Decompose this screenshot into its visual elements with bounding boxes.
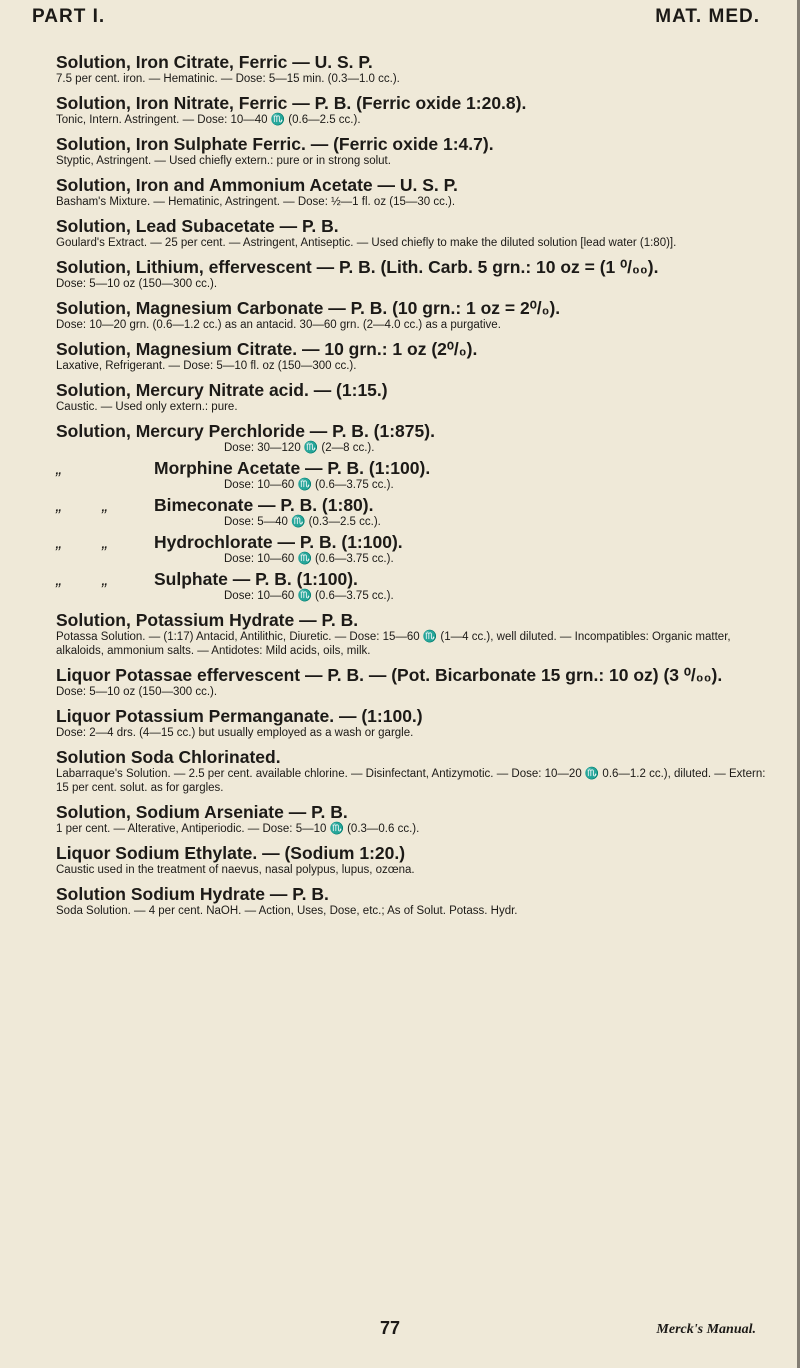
- entry-description: Dose: 10—60 ♏ (0.6—3.75 cc.).: [224, 479, 394, 491]
- sub-entry: [56, 569, 776, 603]
- entry-description: Caustic used in the treatment of naevus, nasal polypus, lupus, ozœna.: [56, 864, 415, 876]
- entry-description: Dose: 2—4 drs. (4—15 cc.) but usually employed as a wash or gargle.: [56, 727, 414, 739]
- entry-description: 7.5 per cent. iron. — Hematinic. — Dose: 5—15 min. (0.3—1.0 cc.).: [56, 73, 400, 85]
- running-header-left: PART I.: [32, 6, 106, 27]
- entry-title: Solution, Iron and Ammonium Acetate — U. S. P.: [56, 175, 458, 195]
- entry-description: Dose: 30—120 ♏ (2—8 cc.).: [224, 442, 375, 454]
- entry-title: Bimeconate — P. B. (1:80).: [154, 495, 374, 515]
- entry: [56, 610, 776, 658]
- entries-list: [56, 52, 776, 925]
- entry: [56, 339, 776, 373]
- entry-title: Liquor Potassium Permanganate. — (1:100.): [56, 706, 423, 726]
- ditto-mark: „: [56, 532, 62, 552]
- entry-title: Solution, Lithium, effervescent — P. B. (Lith. Carb. 5 grn.: 10 oz = (1 ⁰/₀₀).: [56, 257, 659, 277]
- entry-title: Solution, Magnesium Carbonate — P. B. (10 grn.: 1 oz = 2⁰/₀).: [56, 298, 561, 318]
- ditto-mark: „: [102, 569, 108, 589]
- entry-description: Dose: 5—40 ♏ (0.3—2.5 cc.).: [224, 516, 381, 528]
- entry-title: Morphine Acetate — P. B. (1:100).: [154, 458, 431, 478]
- entry-description: Dose: 5—10 oz (150—300 cc.).: [56, 686, 218, 698]
- entry-description: Tonic, Intern. Astringent. — Dose: 10—40 ♏ (0.6—2.5 cc.).: [56, 114, 361, 126]
- entry-description: Potassa Solution. — (1:17) Antacid, Antilithic, Diuretic. — Dose: 15—60 ♏ (1—4 cc.), well diluted. — Incompatibles: Organic matter, alkaloids, ammonium salts. — Antidotes: Mild acids, oils, milk.: [56, 631, 731, 657]
- entry-title: Solution, Lead Subacetate — P. B.: [56, 216, 339, 236]
- entry: [56, 257, 776, 291]
- entry-description: Laxative, Refrigerant. — Dose: 5—10 fl. oz (150—300 cc.).: [56, 360, 357, 372]
- entry: [56, 884, 776, 918]
- page-number: 77: [380, 1318, 401, 1338]
- entry-title: Solution, Iron Nitrate, Ferric — P. B. (Ferric oxide 1:20.8).: [56, 93, 527, 113]
- entry-title: Solution, Sodium Arseniate — P. B.: [56, 802, 348, 822]
- publication-name: Merck's Manual.: [656, 1322, 756, 1337]
- entry-description: Dose: 10—60 ♏ (0.6—3.75 cc.).: [224, 553, 394, 565]
- entry: [56, 93, 776, 127]
- entry-title: Solution, Magnesium Citrate. — 10 grn.: 1 oz (2⁰/₀).: [56, 339, 478, 359]
- running-header-right: MAT. MED.: [655, 6, 760, 27]
- entry-description: Basham's Mixture. — Hematinic, Astringent. — Dose: ½—1 fl. oz (15—30 cc.).: [56, 196, 456, 208]
- entry: [56, 175, 776, 209]
- entry-description: Caustic. — Used only extern.: pure.: [56, 401, 238, 413]
- entry-description: Soda Solution. — 4 per cent. NaOH. — Action, Uses, Dose, etc.; As of Solut. Potass. Hydr.: [56, 905, 518, 917]
- entry: [56, 421, 776, 455]
- entry-title: Solution Soda Chlorinated.: [56, 747, 281, 767]
- entry-description: Labarraque's Solution. — 2.5 per cent. available chlorine. — Disinfectant, Antizymotic. — Dose: 10—20 ♏ 0.6—1.2 cc.), diluted. — Extern: 15 per cent. solut. as for gargles.: [56, 768, 766, 794]
- entry-title: Solution, Iron Sulphate Ferric. — (Ferric oxide 1:4.7).: [56, 134, 494, 154]
- entry-title: Solution, Mercury Nitrate acid. — (1:15.): [56, 380, 388, 400]
- entry-title: Solution, Iron Citrate, Ferric — U. S. P.: [56, 52, 373, 72]
- entry-description: Dose: 10—20 grn. (0.6—1.2 cc.) as an antacid. 30—60 grn. (2—4.0 cc.) as a purgative.: [56, 319, 501, 331]
- entry: [56, 706, 776, 740]
- sub-entry: [56, 532, 776, 566]
- sub-entry: [56, 458, 776, 492]
- ditto-mark: „: [56, 495, 62, 515]
- entry: [56, 134, 776, 168]
- entry: [56, 843, 776, 877]
- entry: [56, 52, 776, 86]
- entry: [56, 216, 776, 250]
- entry-description: Dose: 5—10 oz (150—300 cc.).: [56, 278, 218, 290]
- entry-title: Liquor Sodium Ethylate. — (Sodium 1:20.): [56, 843, 406, 863]
- entry: [56, 802, 776, 836]
- ditto-mark: „: [102, 495, 108, 515]
- entry-title: Solution, Potassium Hydrate — P. B.: [56, 610, 359, 630]
- entry-title: Sulphate — P. B. (1:100).: [154, 569, 358, 589]
- entry-title: Solution, Mercury Perchloride — P. B. (1:875).: [56, 421, 435, 441]
- entry-description: Dose: 10—60 ♏ (0.6—3.75 cc.).: [224, 590, 394, 602]
- entry-description: 1 per cent. — Alterative, Antiperiodic. — Dose: 5—10 ♏ (0.3—0.6 cc.).: [56, 823, 420, 835]
- ditto-mark: „: [56, 569, 62, 589]
- entry: [56, 298, 776, 332]
- entry-description: Styptic, Astringent. — Used chiefly extern.: pure or in strong solut.: [56, 155, 391, 167]
- entry-title: Hydrochlorate — P. B. (1:100).: [154, 532, 403, 552]
- entry: [56, 665, 776, 699]
- entry: [56, 380, 776, 414]
- ditto-mark: „: [102, 532, 108, 552]
- entry: [56, 747, 776, 795]
- entry-title: Solution Sodium Hydrate — P. B.: [56, 884, 329, 904]
- ditto-mark: „: [56, 458, 62, 478]
- entry-description: Goulard's Extract. — 25 per cent. — Astringent, Antiseptic. — Used chiefly to make the diluted solution [lead water (1:80)].: [56, 237, 677, 249]
- entry-title: Liquor Potassae effervescent — P. B. — (Pot. Bicarbonate 15 grn.: 10 oz) (3 ⁰/₀₀).: [56, 665, 723, 685]
- sub-entry: [56, 495, 776, 529]
